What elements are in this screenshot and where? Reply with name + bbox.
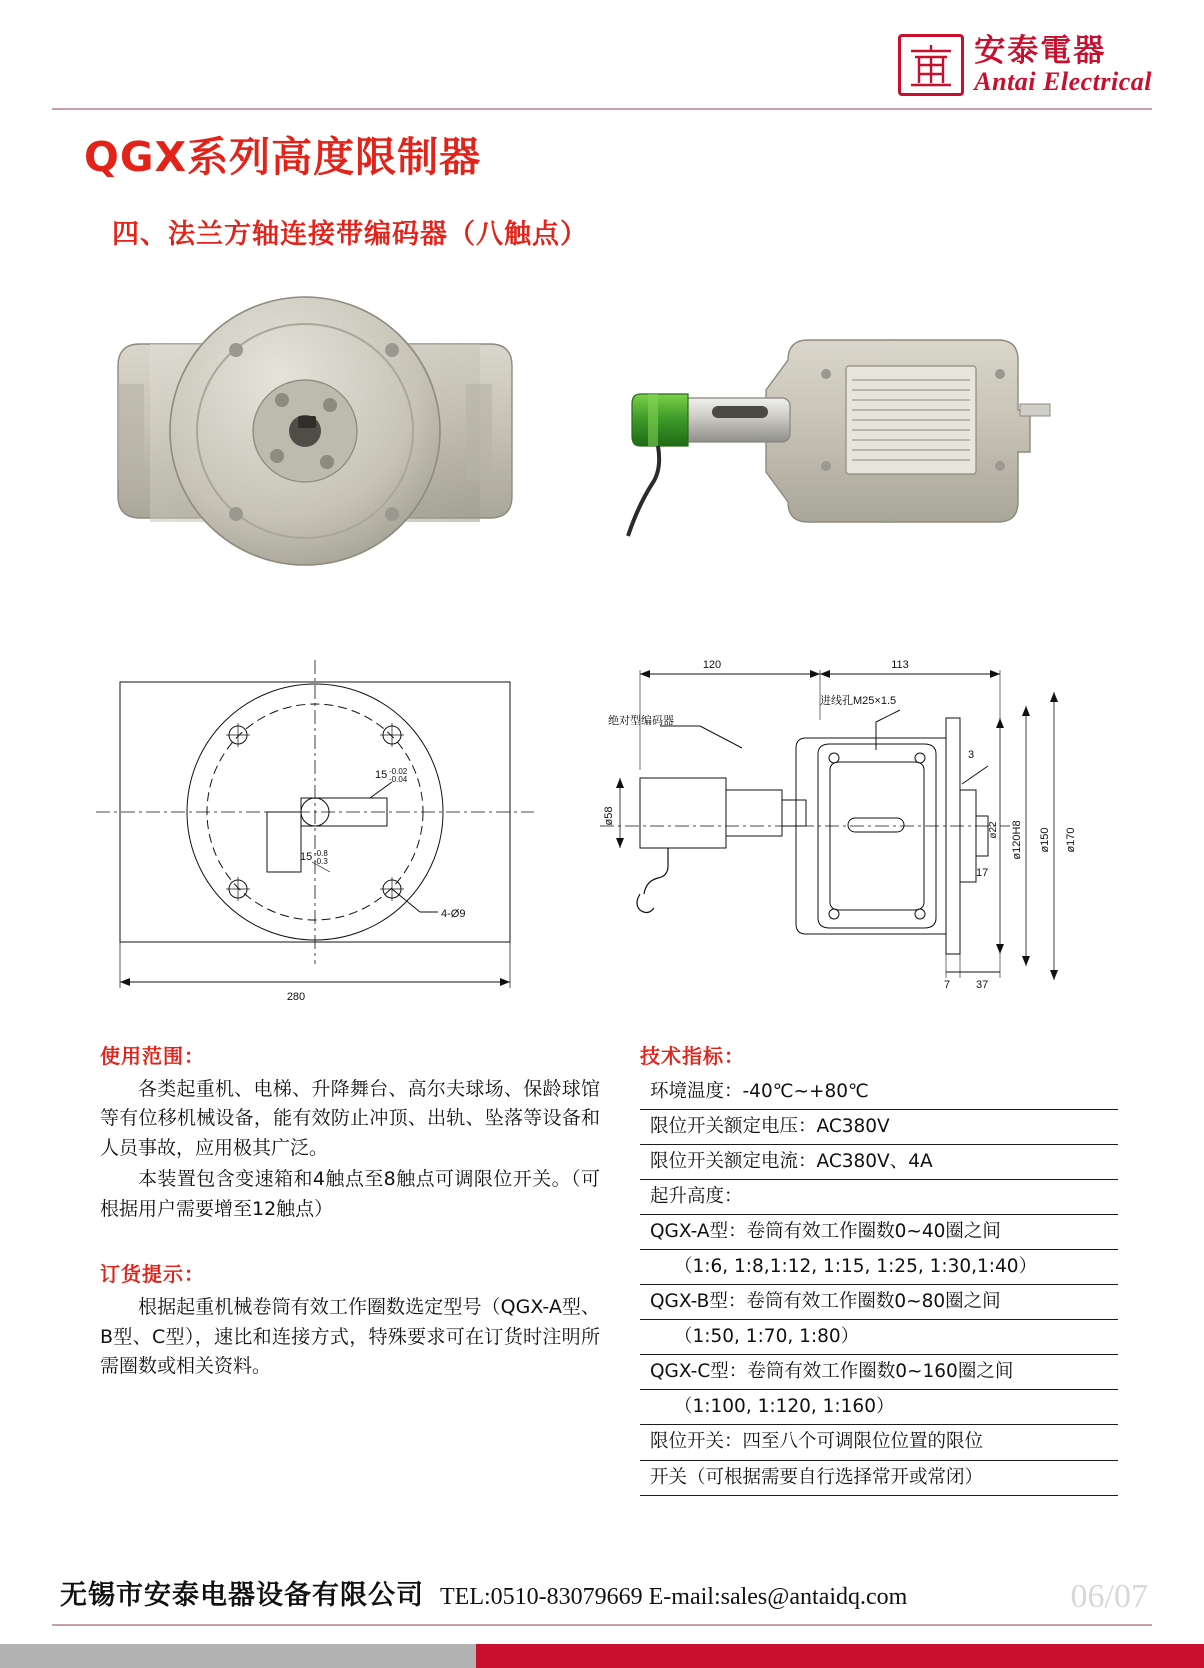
table-row (640, 1145, 1118, 1180)
dim-7-label: 7 (944, 979, 951, 991)
footer-contact-block (60, 1573, 907, 1612)
order-paragraph-1: 根据起重机械卷筒有效工作圈数选定型号（QGX-A型、B型、C型），速比和连接方式，特殊要求可在订货时注明所需圈数或相关资料。 (100, 1296, 600, 1378)
table-row (640, 1110, 1118, 1145)
cable-hole-label: 进线孔M25×1.5 (820, 695, 897, 707)
brand-logo (898, 34, 1152, 96)
header-divider (52, 108, 1152, 110)
company-name: 无锡市安泰电器设备有限公司 (60, 1580, 424, 1611)
logo-chinese-text: 安泰電器 (974, 33, 1107, 70)
spec-cell: （1:100, 1:120, 1:160） (640, 1390, 1118, 1425)
dia-150-label: ø150 (1039, 827, 1051, 853)
table-row (640, 1250, 1118, 1285)
logo-english-text: Antai Electrical (974, 66, 1152, 96)
dim-17-label: 17 (976, 867, 989, 879)
dia-170-label: ø170 (1065, 827, 1077, 853)
usage-heading: 使用范围： (100, 1044, 205, 1068)
spec-cell: 环境温度：-40℃~+80℃ (640, 1075, 1118, 1110)
usage-paragraph-1: 各类起重机、电梯、升降舞台、高尔夫球场、保龄球馆等有位移机械设备，能有效防止冲顶、出轨、坠落等设备和人员事故，应用极其广泛。 (100, 1078, 600, 1159)
table-row (640, 1215, 1118, 1250)
specs-table (640, 1075, 1118, 1496)
section-subtitle: 四、法兰方轴连接带编码器（八触点） (112, 219, 588, 250)
side-encoder-photo (628, 340, 1050, 536)
table-row (640, 1355, 1118, 1390)
spec-cell: QGX-C型：卷筒有效工作圈数0~160圈之间 (640, 1355, 1118, 1390)
contact-info: TEL:0510-83079669 E-mail:sales@antaidq.com (440, 1584, 908, 1610)
dia-58-label: ø58 (603, 806, 615, 826)
right-spec-column (640, 1040, 1120, 1496)
specs-heading: 技术指标： (640, 1044, 745, 1068)
spec-cell: QGX-B型：卷筒有效工作圈数0~80圈之间 (640, 1285, 1118, 1320)
technical-drawings (0, 630, 1204, 1020)
dia-120-label: ø120H8 (1011, 820, 1023, 860)
svg-text:-0.3: -0.3 (314, 857, 328, 866)
spec-cell: 开关（可根据需要自行选择常开或常闭） (640, 1460, 1118, 1495)
table-row (640, 1075, 1118, 1110)
usage-paragraph-2: 本装置包含变速箱和4触点至8触点可调限位开关。（可根据用户需要增至12触点） (100, 1168, 600, 1220)
spec-cell: 起升高度： (640, 1180, 1118, 1215)
keyway-top-tolerance: 15 (375, 769, 388, 781)
spec-cell: 限位开关额定电压：AC380V (640, 1110, 1118, 1145)
dim-120-label: 120 (702, 659, 722, 671)
table-row (640, 1180, 1118, 1215)
front-view-drawing (96, 660, 534, 988)
page-number: 06/07 (1070, 1578, 1148, 1615)
antai-seal-logo-icon (898, 34, 964, 96)
footer-bar-grey (0, 1644, 476, 1668)
product-photos (0, 288, 1204, 608)
dim-37-label: 37 (976, 979, 989, 991)
footer-bar-red (476, 1644, 1204, 1668)
spec-cell: 限位开关额定电流：AC380V、4A (640, 1145, 1118, 1180)
spec-cell: （1:50, 1:70, 1:80） (640, 1320, 1118, 1355)
svg-text:-0.02: -0.02 (389, 767, 408, 776)
table-row (640, 1460, 1118, 1495)
order-heading: 订货提示： (100, 1262, 205, 1287)
left-text-column (100, 1040, 600, 1384)
svg-text:-0.04: -0.04 (389, 775, 408, 784)
dim-280-label: 280 (286, 991, 306, 1003)
page-title: QGX系列高度限制器 (84, 133, 482, 181)
dim-3-label: 3 (968, 749, 975, 761)
svg-text:-0.8: -0.8 (314, 849, 328, 858)
table-row (640, 1285, 1118, 1320)
spec-cell: （1:6, 1:8,1:12, 1:15, 1:25, 1:30,1:40） (640, 1250, 1118, 1285)
table-row (640, 1390, 1118, 1425)
footer-color-bar (0, 1644, 1204, 1668)
encoder-label: 绝对型编码器 (608, 715, 674, 727)
dia-22-label: ø22 (988, 821, 999, 839)
spec-cell: QGX-A型：卷筒有效工作圈数0~40圈之间 (640, 1215, 1118, 1250)
spec-cell: 限位开关：四至八个可调限位位置的限位 (640, 1425, 1118, 1460)
dim-holes-label: 4-Ø9 (441, 908, 466, 920)
table-row (640, 1425, 1118, 1460)
table-row (640, 1320, 1118, 1355)
footer-divider (52, 1624, 1152, 1626)
front-flange-photo (118, 297, 512, 565)
keyway-bottom-tolerance: 15 (300, 851, 313, 863)
page-header (0, 0, 1204, 110)
dim-113-label: 113 (891, 659, 909, 671)
